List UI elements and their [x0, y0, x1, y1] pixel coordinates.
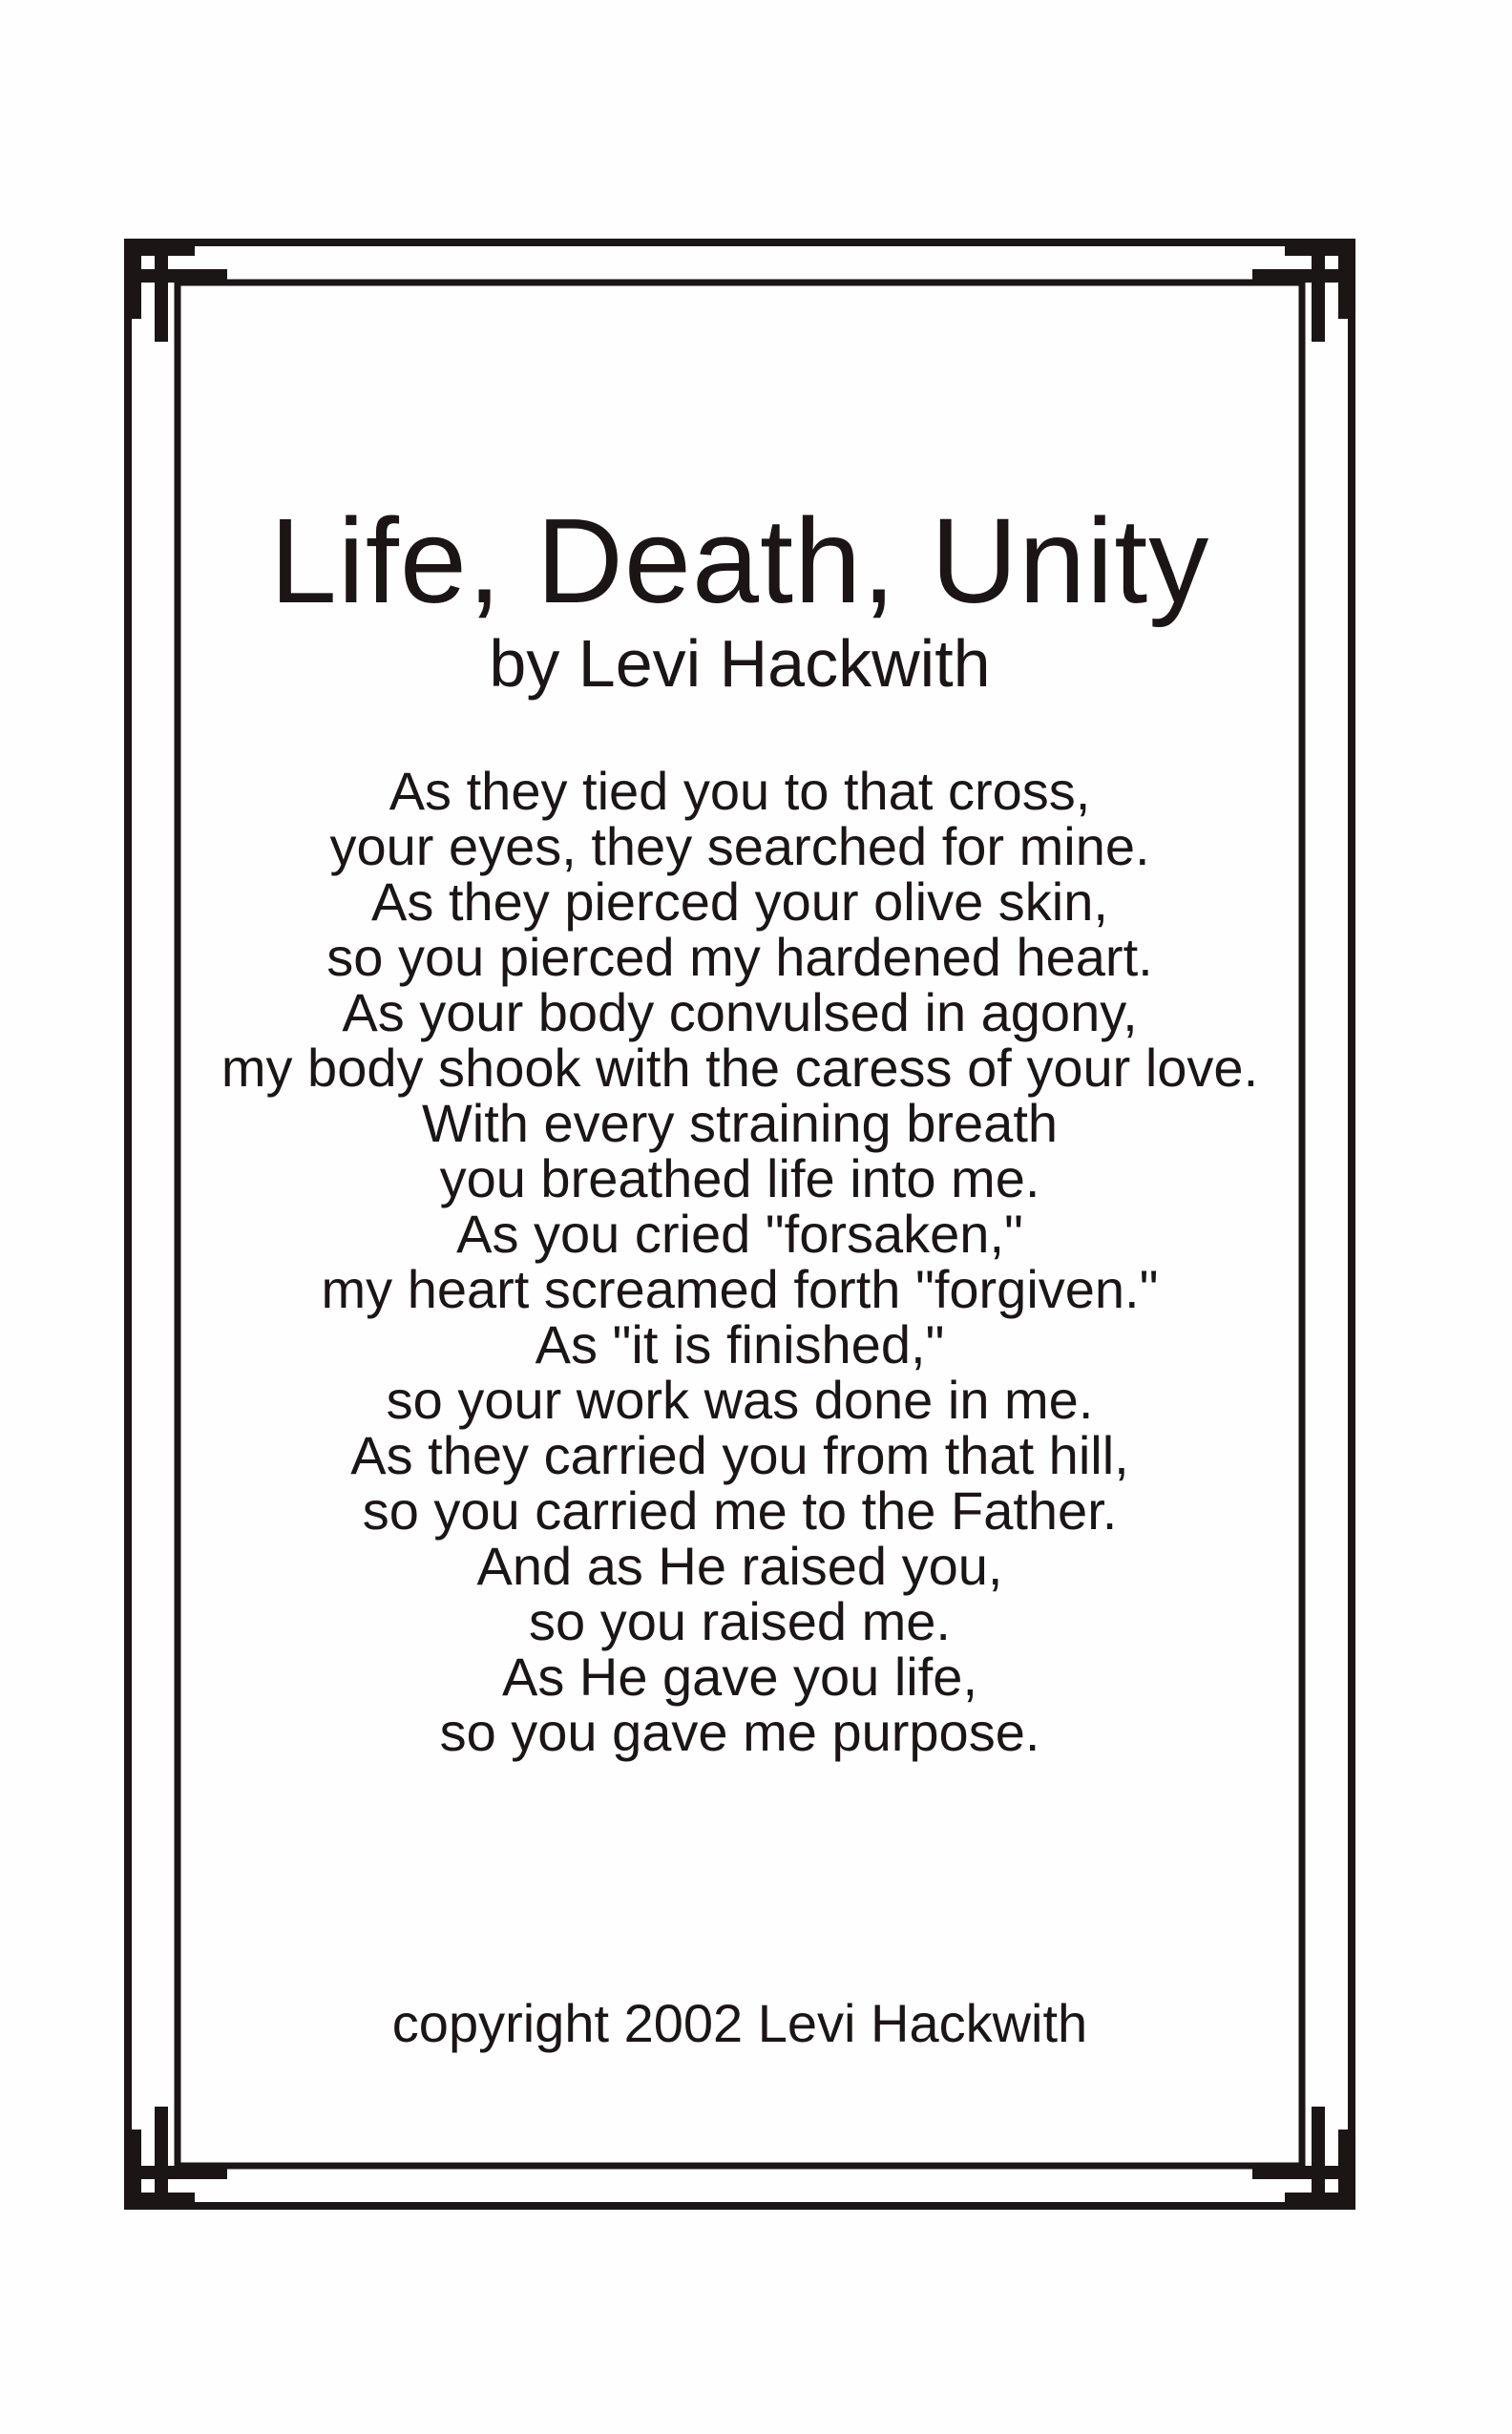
poem-line: And as He raised you, — [476, 1536, 1003, 1596]
poem-content — [124, 239, 1355, 2210]
poem-line: As they pierced your olive skin, — [371, 871, 1108, 932]
poem-line: As they carried you from that hill, — [350, 1425, 1129, 1485]
poem-line: so you carried me to the Father. — [362, 1480, 1118, 1541]
poem-line: As you cried "forsaken," — [456, 1204, 1023, 1264]
poem-line: my heart screamed forth "forgiven." — [321, 1259, 1159, 1319]
poem-line: As your body convulsed in agony, — [342, 982, 1138, 1042]
poem-line: As He gave you life, — [501, 1647, 978, 1707]
copyright-notice: copyright 2002 Levi Hackwith — [391, 1993, 1088, 2053]
poem-line: you breathed life into me. — [439, 1148, 1040, 1208]
poem-line: As "it is finished," — [535, 1314, 945, 1374]
poem-line: my body shook with the caress of your love. — [220, 1038, 1259, 1098]
poem-line: so you gave me purpose. — [439, 1702, 1040, 1762]
poem-body — [124, 761, 1355, 1762]
poem-line: your eyes, they searched for mine. — [329, 816, 1150, 876]
poem-line: so you pierced my hardened heart. — [326, 927, 1153, 987]
poem-line: As they tied you to that cross, — [388, 761, 1091, 821]
poem-line: With every straining breath — [421, 1093, 1059, 1153]
poem-line: so you raised me. — [529, 1591, 951, 1651]
poem-line: so your work was done in me. — [386, 1370, 1094, 1430]
poem-title: Life, Death, Unity — [269, 493, 1210, 628]
author-byline: by Levi Hackwith — [489, 626, 991, 701]
